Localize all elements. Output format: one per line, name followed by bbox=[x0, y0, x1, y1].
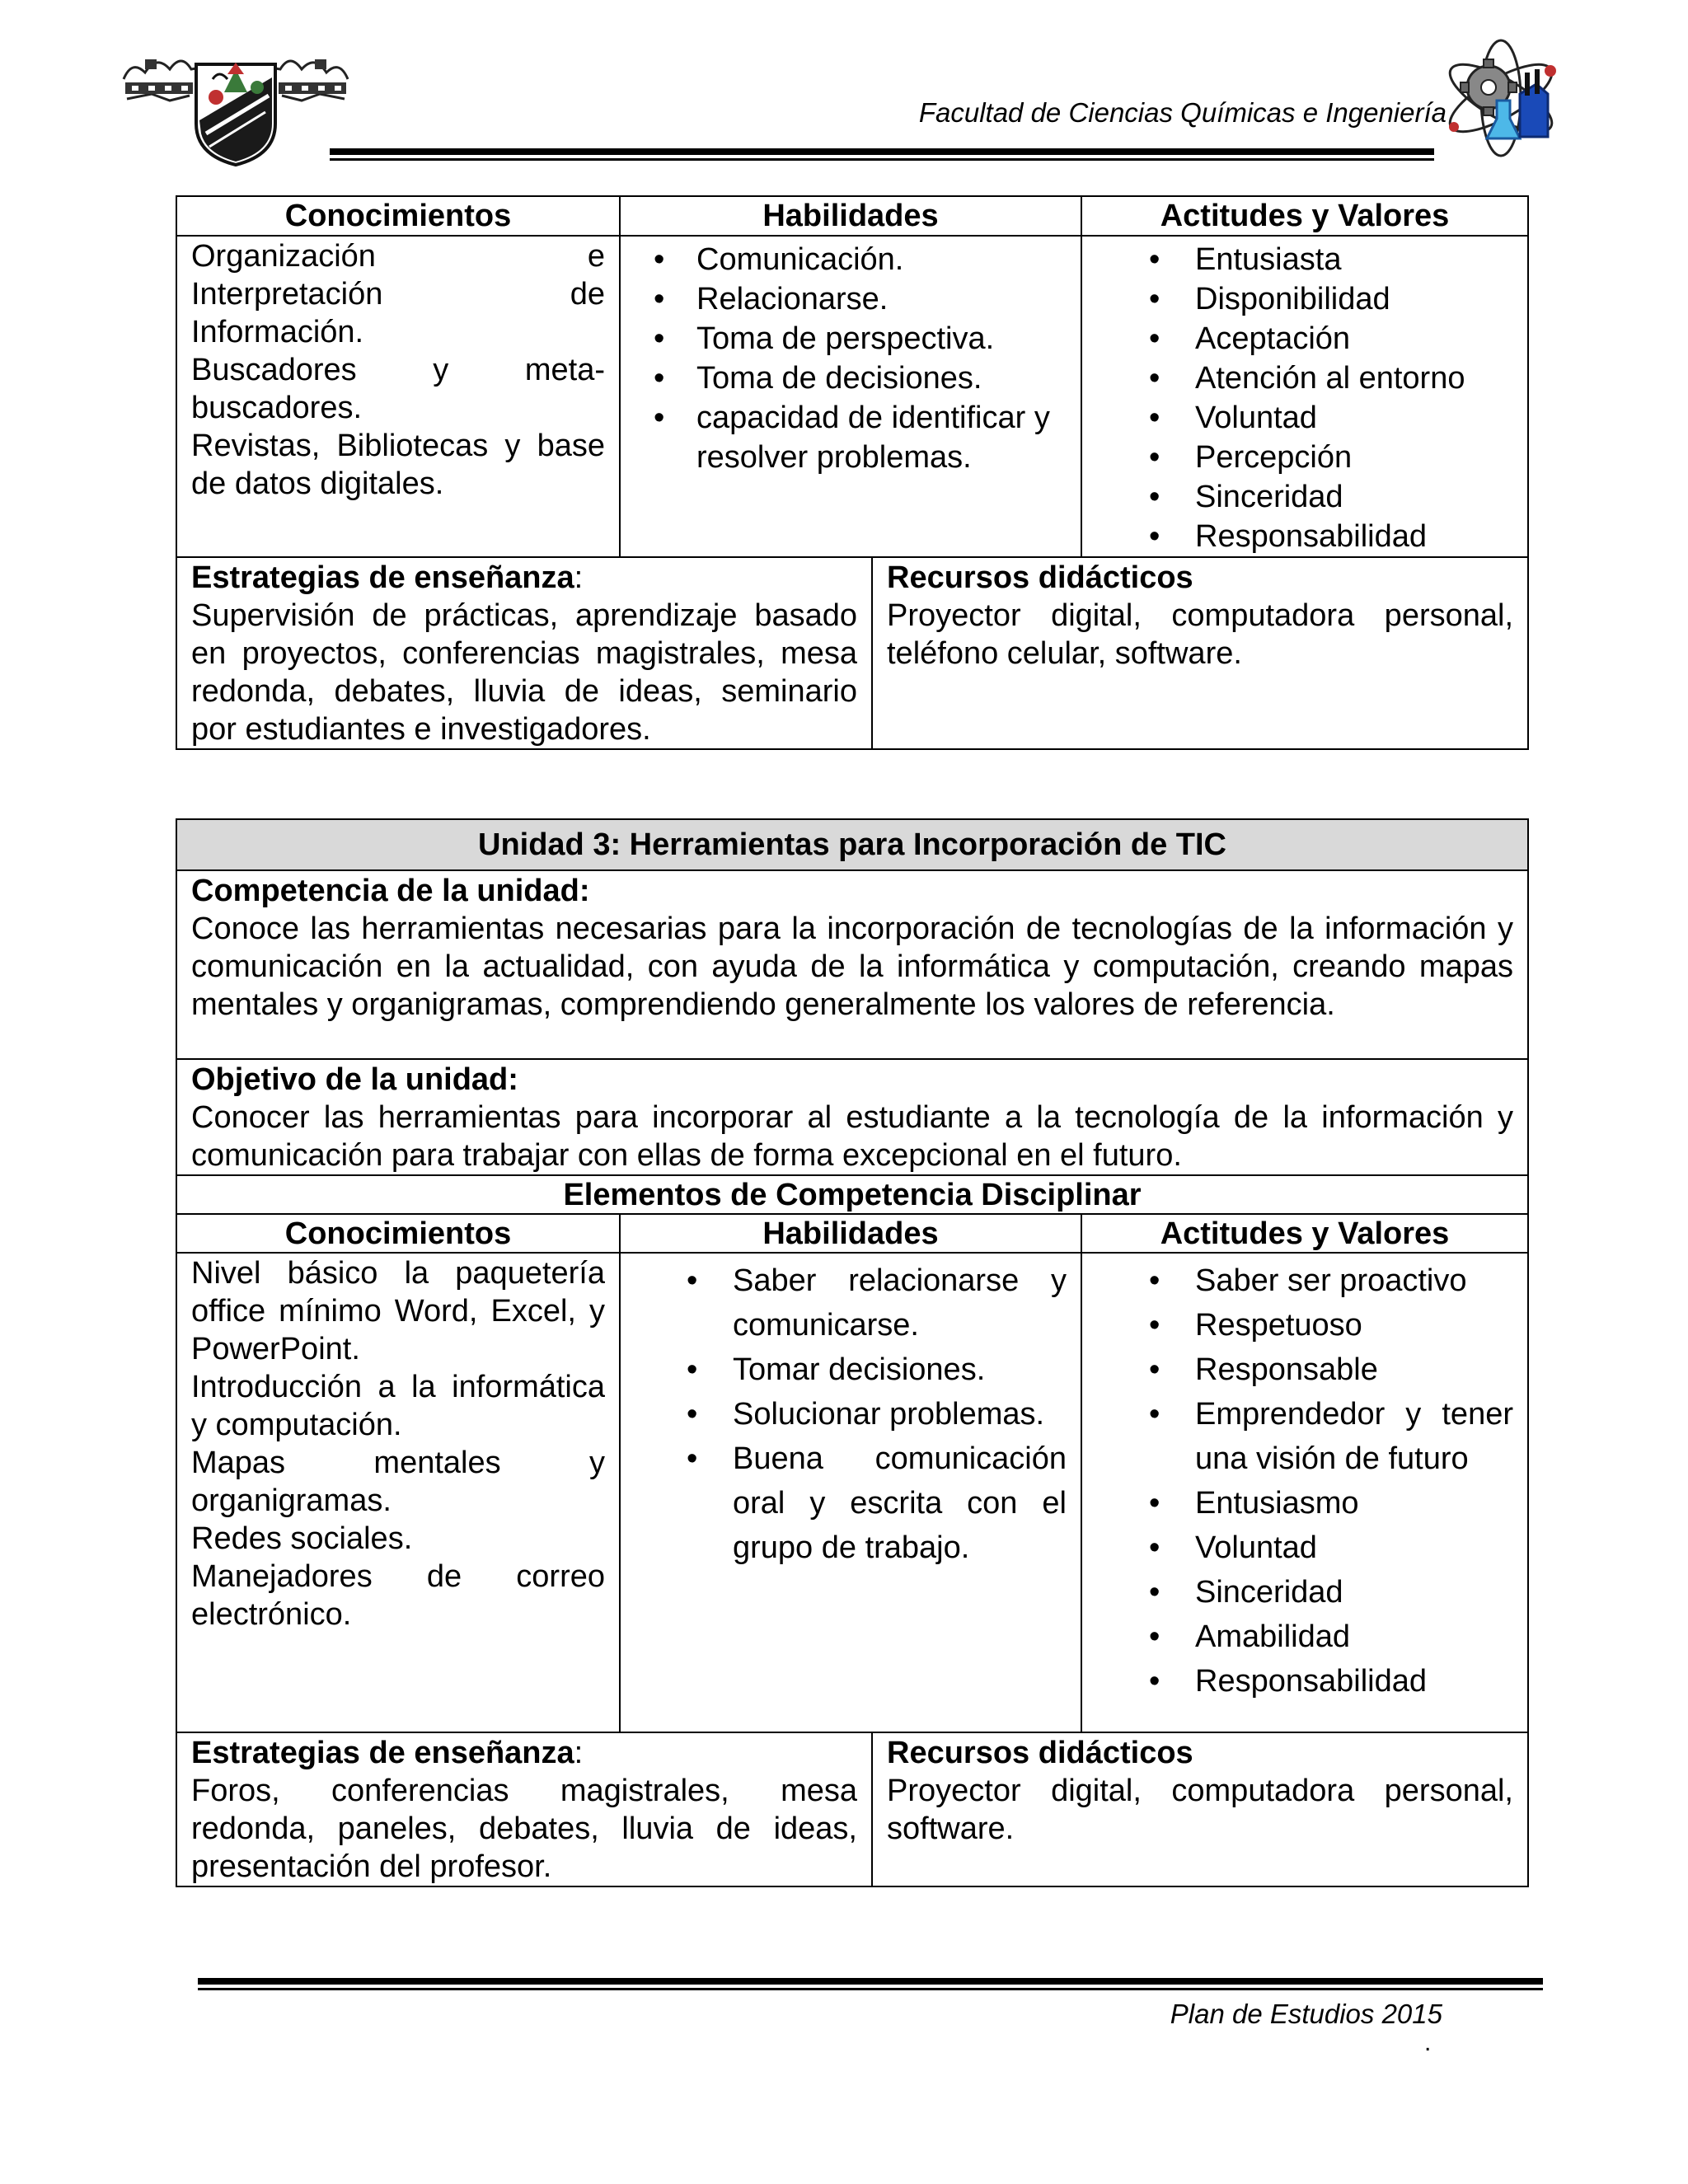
bullet-icon: • bbox=[654, 242, 665, 277]
bullet-icon: • bbox=[687, 1352, 698, 1387]
bullet-icon: • bbox=[687, 1263, 698, 1298]
list-item-text: Responsabilidad bbox=[1195, 1664, 1427, 1699]
conocimientos-line: Organización e bbox=[191, 239, 605, 274]
list-item-text: Toma de decisiones. bbox=[696, 361, 982, 396]
bullet-icon: • bbox=[687, 1441, 698, 1476]
conocimientos-line: Revistas, Bibliotecas y base bbox=[191, 429, 605, 463]
bullet-icon: • bbox=[1149, 1530, 1160, 1565]
list-item-text: Respetuoso bbox=[1195, 1308, 1362, 1343]
recursos-label: Recursos didácticos bbox=[887, 560, 1193, 595]
competencia-cell bbox=[176, 870, 1528, 1059]
col-header-actitudes: Actitudes y Valores bbox=[1081, 196, 1528, 236]
list-item-text: Toma de perspectiva. bbox=[696, 321, 995, 356]
list-item bbox=[1149, 398, 1513, 438]
conocimientos-line: de datos digitales. bbox=[191, 466, 444, 501]
bullet-icon: • bbox=[1149, 282, 1160, 316]
header-rule-thin bbox=[330, 158, 1434, 161]
bullet-icon: • bbox=[1149, 1664, 1160, 1699]
footer-rule-thin bbox=[198, 1988, 1543, 1990]
list-item-text: Emprendedor y tener una visión de futuro bbox=[1195, 1397, 1513, 1476]
list-item-text: Responsable bbox=[1195, 1352, 1378, 1387]
conocimientos-cell bbox=[176, 1253, 620, 1732]
estrategias-label: Estrategias de enseñanza bbox=[191, 560, 574, 595]
bullet-icon: • bbox=[1149, 1263, 1160, 1298]
list-item-text: capacidad de identificar y resolver problemas. bbox=[696, 401, 1050, 475]
list-item bbox=[1149, 240, 1513, 279]
list-item-text: Solucionar problemas. bbox=[733, 1397, 1045, 1432]
bullet-icon: • bbox=[1149, 242, 1160, 277]
bullet-icon: • bbox=[654, 361, 665, 396]
list-item-text: Aceptación bbox=[1195, 321, 1351, 356]
list-item-text: Sinceridad bbox=[1195, 1575, 1343, 1610]
list-item-text: Sinceridad bbox=[1195, 480, 1343, 514]
habilidades-cell bbox=[620, 236, 1081, 557]
conocimientos-line: Buscadores y meta- bbox=[191, 353, 605, 387]
list-item bbox=[1149, 1258, 1513, 1303]
list-item bbox=[1149, 359, 1513, 398]
list-item bbox=[1149, 1526, 1513, 1570]
list-item bbox=[654, 279, 1067, 319]
header-rule bbox=[330, 148, 1434, 155]
list-item bbox=[1149, 1303, 1513, 1347]
conocimientos-line: PowerPoint. bbox=[191, 1332, 360, 1366]
unit2-competencias-table bbox=[176, 195, 1529, 750]
list-item-text: Comunicación. bbox=[696, 242, 904, 277]
conocimientos-line: electrónico. bbox=[191, 1597, 352, 1632]
list-item-text: Amabilidad bbox=[1195, 1619, 1350, 1654]
list-item bbox=[1149, 1347, 1513, 1392]
bullet-icon: • bbox=[1149, 1352, 1160, 1387]
bullet-icon: • bbox=[654, 321, 665, 356]
list-item bbox=[654, 319, 1067, 359]
conocimientos-line: y computación. bbox=[191, 1408, 402, 1442]
list-item-text: Entusiasta bbox=[1195, 242, 1342, 277]
col-header-habilidades: Habilidades bbox=[620, 196, 1081, 236]
conocimientos-line: Mapas mentales y bbox=[191, 1446, 605, 1480]
list-item bbox=[654, 240, 1067, 279]
list-item bbox=[1149, 477, 1513, 517]
bullet-icon: • bbox=[1149, 1575, 1160, 1610]
bullet-icon: • bbox=[1149, 440, 1160, 475]
habilidades-cell bbox=[620, 1253, 1081, 1732]
list-item-text: Saber ser proactivo bbox=[1195, 1263, 1467, 1298]
faculty-logo-icon bbox=[1439, 36, 1563, 160]
competencia-text: Conoce las herramientas necesarias para la incorporación de tecnologías de la información y comunicación en la actualidad, con ayuda de la informática y computación, creando mapas mentales y organigramas, comprendiendo generalmente los valores de referencia. bbox=[191, 912, 1513, 1022]
list-item bbox=[1149, 438, 1513, 477]
bullet-icon: • bbox=[654, 401, 665, 435]
university-emblem-icon bbox=[120, 54, 351, 166]
footer-plan-text: Plan de Estudios 2015 bbox=[1170, 1999, 1442, 2029]
unit3-table bbox=[176, 818, 1529, 1887]
faculty-title: Facultad de Ciencias Químicas e Ingeniería bbox=[918, 97, 1447, 128]
conocimientos-line: Nivel básico la paquetería bbox=[191, 1256, 605, 1291]
conocimientos-line: buscadores. bbox=[191, 391, 363, 425]
conocimientos-line: organigramas. bbox=[191, 1483, 392, 1518]
bullet-icon: • bbox=[1149, 519, 1160, 554]
bullet-icon: • bbox=[1149, 1397, 1160, 1432]
bullet-icon: • bbox=[1149, 1486, 1160, 1521]
list-item bbox=[687, 1347, 1067, 1392]
bullet-icon: • bbox=[1149, 1308, 1160, 1343]
col-header-conocimientos: Conocimientos bbox=[176, 1214, 620, 1253]
list-item bbox=[1149, 319, 1513, 359]
list-item-text: Voluntad bbox=[1195, 1530, 1317, 1565]
list-item bbox=[1149, 1570, 1513, 1615]
list-item-text: Voluntad bbox=[1195, 401, 1317, 435]
competencia-label: Competencia de la unidad: bbox=[191, 874, 590, 908]
recursos-cell bbox=[872, 557, 1528, 749]
list-item bbox=[687, 1258, 1067, 1347]
list-item bbox=[1149, 517, 1513, 556]
list-item-text: Tomar decisiones. bbox=[733, 1352, 986, 1387]
objetivo-label: Objetivo de la unidad: bbox=[191, 1062, 518, 1097]
list-item-text: Percepción bbox=[1195, 440, 1353, 475]
actitudes-list bbox=[1149, 240, 1513, 556]
recursos-cell bbox=[872, 1732, 1528, 1886]
actitudes-cell bbox=[1081, 1253, 1528, 1732]
unit3-title: Unidad 3: Herramientas para Incorporación de TIC bbox=[176, 819, 1528, 870]
estrategias-cell bbox=[176, 557, 872, 749]
footer-dot: . bbox=[1424, 2029, 1432, 2056]
bullet-icon: • bbox=[687, 1397, 698, 1432]
list-item bbox=[654, 398, 1067, 477]
actitudes-cell bbox=[1081, 236, 1528, 557]
conocimientos-line: Interpretación de bbox=[191, 277, 605, 312]
habilidades-list bbox=[654, 240, 1067, 477]
habilidades-list bbox=[687, 1258, 1067, 1570]
bullet-icon: • bbox=[1149, 480, 1160, 514]
list-item-text: Relacionarse. bbox=[696, 282, 889, 316]
bullet-icon: • bbox=[1149, 1619, 1160, 1654]
estrategias-label: Estrategias de enseñanza bbox=[191, 1736, 574, 1770]
list-item-text: Buena comunicación oral y escrita con el grupo de trabajo. bbox=[733, 1441, 1067, 1565]
list-item bbox=[1149, 279, 1513, 319]
bullet-icon: • bbox=[1149, 361, 1160, 396]
list-item bbox=[1149, 1615, 1513, 1659]
conocimientos-line: office mínimo Word, Excel, y bbox=[191, 1294, 605, 1329]
elementos-title: Elementos de Competencia Disciplinar bbox=[176, 1175, 1528, 1214]
bullet-icon: • bbox=[654, 282, 665, 316]
list-item bbox=[1149, 1659, 1513, 1704]
objetivo-cell bbox=[176, 1059, 1528, 1175]
bullet-icon: • bbox=[1149, 401, 1160, 435]
conocimientos-line: Información. bbox=[191, 315, 364, 349]
label-colon: : bbox=[574, 1736, 584, 1770]
list-item bbox=[654, 359, 1067, 398]
bullet-icon: • bbox=[1149, 321, 1160, 356]
recursos-text: Proyector digital, computadora personal, software. bbox=[887, 1774, 1513, 1846]
col-header-actitudes: Actitudes y Valores bbox=[1081, 1214, 1528, 1253]
estrategias-text: Foros, conferencias magistrales, mesa redonda, paneles, debates, lluvia de ideas, presentación del profesor. bbox=[191, 1774, 857, 1884]
recursos-text: Proyector digital, computadora personal, teléfono celular, software. bbox=[887, 598, 1514, 671]
estrategias-cell bbox=[176, 1732, 872, 1886]
conocimientos-line: Redes sociales. bbox=[191, 1521, 413, 1556]
list-item-text: Responsabilidad bbox=[1195, 519, 1427, 554]
estrategias-text: Supervisión de prácticas, aprendizaje basado en proyectos, conferencias magistrales, mesa redonda, debates, lluvia de ideas, seminario por estudiantes e investigadores. bbox=[191, 598, 857, 747]
list-item bbox=[687, 1392, 1067, 1436]
actitudes-list bbox=[1149, 1258, 1513, 1704]
conocimientos-line: Introducción a la informática bbox=[191, 1370, 605, 1404]
list-item-text: Entusiasmo bbox=[1195, 1486, 1359, 1521]
recursos-label: Recursos didácticos bbox=[887, 1736, 1193, 1770]
conocimientos-cell bbox=[176, 236, 620, 557]
list-item bbox=[1149, 1481, 1513, 1526]
label-colon: : bbox=[574, 560, 584, 595]
objetivo-text: Conocer las herramientas para incorporar al estudiante a la tecnología de la información y comunicación para trabajar con ellas de forma excepcional en el futuro. bbox=[191, 1100, 1513, 1173]
col-header-conocimientos: Conocimientos bbox=[176, 196, 620, 236]
footer-rule bbox=[198, 1978, 1543, 1985]
list-item-text: Atención al entorno bbox=[1195, 361, 1465, 396]
conocimientos-line: Manejadores de correo bbox=[191, 1559, 605, 1594]
col-header-habilidades: Habilidades bbox=[620, 1214, 1081, 1253]
list-item-text: Saber relacionarse y comunicarse. bbox=[733, 1263, 1067, 1343]
list-item bbox=[687, 1436, 1067, 1570]
list-item-text: Disponibilidad bbox=[1195, 282, 1390, 316]
list-item bbox=[1149, 1392, 1513, 1481]
